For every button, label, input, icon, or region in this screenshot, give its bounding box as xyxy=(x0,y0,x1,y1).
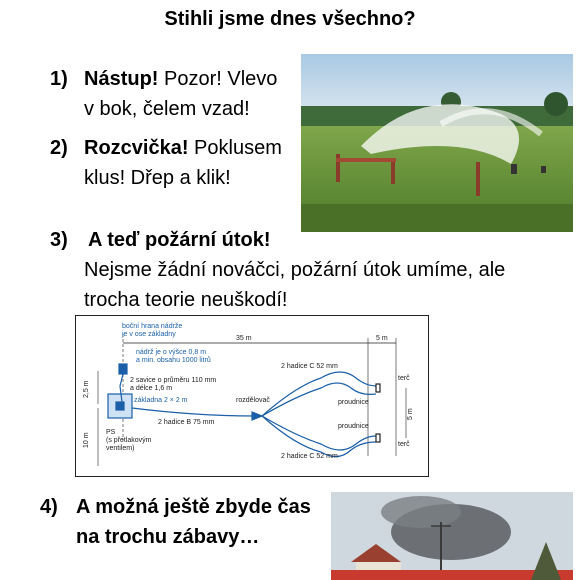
label-hoseC-top: 2 hadice C 52 mm xyxy=(281,363,338,370)
label-tank2: a min. obsahu 1000 litrů xyxy=(136,357,211,364)
item-number: 3) xyxy=(50,229,68,251)
label-edge2: je v ose základny xyxy=(122,331,176,338)
item-heading-line2: na trochu zábavy… xyxy=(76,526,260,548)
item-number: 2) xyxy=(50,137,68,159)
label-edge: boční hrana nádrže xyxy=(122,323,183,330)
item-number: 4) xyxy=(40,496,58,518)
item-text: Poklusem xyxy=(188,137,282,159)
label-tank1: nádrž je o výšce 0,8 m xyxy=(136,349,207,356)
village-smoke-photo xyxy=(331,492,573,580)
page-title: Stihli jsme dnes všechno? xyxy=(164,8,416,30)
fire-attack-diagram xyxy=(75,315,429,477)
sprinkler-field-image xyxy=(301,54,573,232)
sprinkler-field-photo xyxy=(301,54,573,232)
label-dim25: 2,5 m xyxy=(83,380,90,398)
item-text-line3: trocha teorie neuškodí! xyxy=(84,289,288,311)
item-heading: A možná ještě zbyde čas xyxy=(76,496,311,518)
label-nozzle-bottom: proudnice xyxy=(338,423,369,430)
label-target-top: terč xyxy=(398,375,410,382)
item-heading: Nástup! xyxy=(84,68,159,90)
village-smoke-image xyxy=(331,492,573,580)
label-dim10: 10 m xyxy=(83,432,90,448)
item-text-line2: Nejsme žádní nováčci, požární útok umíme, ale xyxy=(84,259,506,281)
item-text-line2: v bok, čelem vzad! xyxy=(84,98,250,120)
label-nozzle-top: proudnice xyxy=(338,399,369,406)
label-dim5v: 5 m xyxy=(407,408,414,420)
item-text-line2: klus! Dřep a klik! xyxy=(84,167,231,189)
item-text: Pozor! Vlevo xyxy=(158,68,278,90)
item-number: 1) xyxy=(50,68,68,90)
label-target-bottom: terč xyxy=(398,441,410,448)
label-hoseC-bottom: 2 hadice C 52 mm xyxy=(281,453,338,460)
label-suction1: 2 savice o průměru 110 mm xyxy=(130,377,217,384)
label-ps2: (s přetlakovým xyxy=(106,437,152,444)
item-heading: Rozcvička! xyxy=(84,137,189,159)
label-base: základna 2 × 2 m xyxy=(134,397,188,404)
label-ps1: PS xyxy=(106,429,116,436)
label-dim5: 5 m xyxy=(376,335,388,342)
item-heading: A teď požární útok! xyxy=(88,229,271,251)
label-suction2: a délce 1,6 m xyxy=(130,385,173,392)
label-hoseB: 2 hadice B 75 mm xyxy=(158,419,215,426)
label-ps3: ventilem) xyxy=(106,445,135,452)
label-dim35: 35 m xyxy=(236,335,252,342)
label-distributor: rozdělovač xyxy=(236,397,270,404)
fire-attack-schematic xyxy=(76,316,428,476)
